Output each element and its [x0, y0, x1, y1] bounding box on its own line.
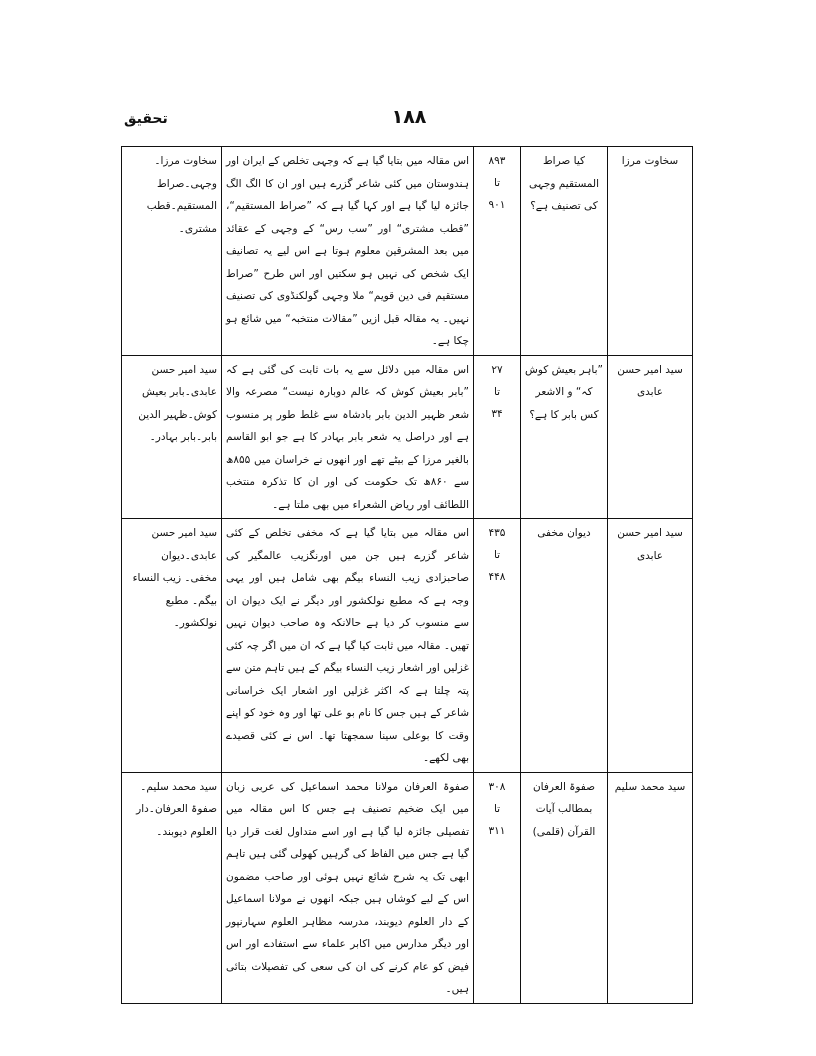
page-from: ۴۳۵	[488, 527, 506, 539]
author-cell: سخاوت مرزا	[608, 147, 693, 356]
page-to: ۹۰۱	[488, 199, 506, 211]
table-row	[122, 147, 693, 356]
page-range-marker: تا	[493, 549, 501, 561]
summary-cell: اس مقالہ میں دلائل سے یہ بات ثابت کی گئی ہے کہ ”بابر بعیش کوش کہ عالم دوبارہ نیست“ مصرعہ والا شعر ظہیر الدین بابر بادشاہ سے غلط طور پر منسوب ہے اور دراصل یہ شعر بابر بہادر کا ہے جو ابو القاسم بالغیر مرزا کے بیٹے تھے اور انھوں نے خراسان میں ۸۵۵ھ سے ۸۶۰ھ تک حکومت کی اور ان کا تذکرہ منتخب اللطائف اور ریاض الشعراء میں بھی ملتا ہے۔	[222, 355, 474, 519]
keywords-cell: سخاوت مرزا۔ وجہی۔صراط المستقیم۔قطب مشتری۔	[122, 147, 222, 356]
keywords-cell: سید امیر حسن عابدی۔بابر بعیش کوش۔ظہیر الدین بابر۔بابر بہادر۔	[122, 355, 222, 519]
pages-cell	[474, 147, 521, 356]
pages-cell	[474, 772, 521, 1003]
table-row	[122, 772, 693, 1003]
author-cell: سید امیر حسن عابدی	[608, 355, 693, 519]
summary-cell: اس مقالہ میں بتایا گیا ہے کہ وجہی تخلص کے ایران اور ہندوستان میں کئی شاعر گزرے ہیں اور ان کا الگ الگ جائزہ لیا گیا ہے اور کہا گیا ہے کہ ”صراط المستقیم“، ”قطب مشتری“ اور ”سب رس“ کے وجہی کے عقائد میں بعد المشرقین معلوم ہوتا ہے اس لیے یہ تصانیف ایک شخص کی نہیں ہو سکتیں اور اس طرح ”صراط مستقیم فی دین قویم“ ملا وجہی گولکنڈوی کی تصنیف نہیں۔ یہ مقالہ قبل ازیں ”مقالات منتخبہ“ میں شائع ہو چکا ہے۔	[222, 147, 474, 356]
summary-cell: صفوۃ العرفان مولانا محمد اسماعیل کی عربی زبان میں ایک ضخیم تصنیف ہے جس کا اس مقالہ میں تفصیلی جائزہ لیا گیا ہے اور اسے متداول لغت قرار دیا گیا ہے جس میں الفاظ کی گرہیں کھولی گئی ہیں تاہم ابھی تک یہ شرح شائع نہیں ہوئی اور صاحب مضمون اس کے لیے کوشاں ہیں جبکہ انھوں نے مولانا اسماعیل کے دار العلوم دیوبند، مدرسہ مظاہر العلوم سہارنپور اور دیگر مدارس میں اکابر علماء سے استفادے اور اس فیض کو عام کرنے کی ان کی سعی کی تفصیلات بتائی ہیں۔	[222, 772, 474, 1003]
title-cell: کیا صراط المستقیم وجہی کی تصنیف ہے؟	[521, 147, 608, 356]
page-range-marker: تا	[493, 177, 501, 189]
keywords-cell: سید محمد سلیم۔صفوۃ العرفان۔دار العلوم دیوبند۔	[122, 772, 222, 1003]
page-number: ۱۸۸	[391, 106, 427, 128]
page-to: ۴۴۸	[488, 571, 506, 583]
catalog-table	[121, 146, 693, 1004]
keywords-cell: سید امیر حسن عابدی۔دیوان مخفی۔ زیب النساء بیگم۔ مطبع نولکشور۔	[122, 519, 222, 773]
summary-cell: اس مقالہ میں بتایا گیا ہے کہ مخفی تخلص کے کئی شاعر گزرے ہیں جن میں اورنگزیب عالمگیر کی صاحبزادی زیب النساء بیگم بھی شامل ہیں اور یہی وجہ ہے کہ مطبع نولکشور اور دیگر نے ایک دیوان ان سے منسوب کر دیا ہے حالانکہ وہ صاحب دیوان نہیں تھیں۔ مقالہ میں ثابت کیا گیا ہے کہ ان میں اگر چہ کئی غزلیں اور اشعار زیب النساء بیگم کے ہیں تاہم متن سے پتہ چلتا ہے کہ اکثر غزلیں اور اشعار ایک خراسانی شاعر کے ہیں جس کا نام بو علی تھا اور وہ خود کو اپنے وقت کا بوعلی سینا سمجھتا تھا۔ اس نے کئی قصیدے بھی لکھے۔	[222, 519, 474, 773]
page-from: ۲۷	[491, 363, 503, 376]
running-head: تحقیق	[124, 111, 168, 127]
title-cell: صفوۃ العرفان بمطالب آیات القرآن (قلمی)	[521, 772, 608, 1003]
author-cell: سید امیر حسن عابدی	[608, 519, 693, 773]
page-from: ۳۰۸	[488, 780, 506, 793]
pages-cell	[474, 355, 521, 519]
table-row	[122, 355, 693, 519]
page-to: ۳۱۱	[488, 824, 506, 837]
pages-cell	[474, 519, 521, 773]
title-cell: دیوان مخفی	[521, 519, 608, 773]
page-from: ۸۹۳	[488, 155, 506, 167]
page-range-marker: تا	[493, 802, 501, 815]
page-to: ۳۴	[491, 407, 503, 420]
author-cell: سید محمد سلیم	[608, 772, 693, 1003]
page-range-marker: تا	[493, 385, 501, 398]
title-cell: ”باہر بعیش کوش کہ“ و الاشعر کس بابر کا ہے؟	[521, 355, 608, 519]
table-row	[122, 519, 693, 773]
